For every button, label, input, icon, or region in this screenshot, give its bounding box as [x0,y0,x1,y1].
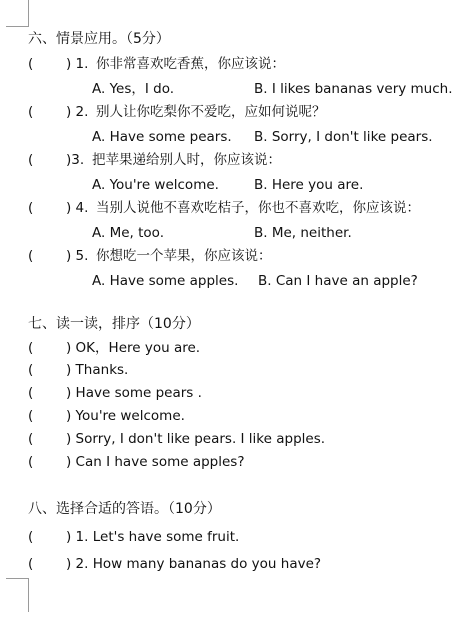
answer-blank-open[interactable]: ( [28,248,34,264]
question-number: ) 5. [66,248,89,264]
question-text: 当别人说他不喜欢吃桔子，你也不喜欢吃，你应该说： [96,200,420,216]
reply-prompt: ) 1. Let's have some fruit. [66,529,240,545]
question-text: 你非常喜欢吃香蕉，你应该说： [96,56,285,72]
crop-mark-bottom-horizontal [6,578,29,579]
option-a: A. Have some apples. [92,273,239,289]
ordering-text: ) OK，Here you are. [66,340,201,356]
answer-blank-open[interactable]: ( [28,200,34,216]
option-b: B. Me, neither. [254,225,352,241]
question-number: )3. [66,152,85,168]
option-b: B. I likes bananas very much. [254,81,453,97]
question-text: 你想吃一个苹果，你应该说： [96,248,272,264]
answer-blank-open[interactable]: ( [28,56,34,72]
question-text: 把苹果递给别人时，你应该说： [92,152,281,168]
option-a: A. Me, too. [92,225,164,241]
option-a: A. You're welcome. [92,177,219,193]
ordering-text: ) Can I have some apples? [66,454,245,470]
ordering-text: ) You're welcome. [66,408,185,424]
crop-mark-bottom-vertical [28,578,29,612]
option-b: B. Here you are. [254,177,364,193]
answer-blank-open[interactable]: ( [28,529,34,545]
answer-blank-open[interactable]: ( [28,104,34,120]
answer-blank-open[interactable]: ( [28,362,34,378]
option-b: B. Sorry, I don't like pears. [254,129,433,145]
question-text: 别人让你吃梨你不爱吃，应如何说呢？ [96,104,326,120]
answer-blank-open[interactable]: ( [28,340,34,356]
option-a: A. Have some pears. [92,129,232,145]
option-b: B. Can I have an apple? [258,273,418,289]
crop-mark-top-vertical [28,0,29,26]
answer-blank-open[interactable]: ( [28,556,34,572]
question-number: ) 2. [66,104,89,120]
ordering-text: ) Have some pears . [66,385,202,401]
option-a: A. Yes，I do. [92,81,175,97]
answer-blank-open[interactable]: ( [28,431,34,447]
ordering-text: ) Sorry, I don't like pears. I like apples. [66,431,326,447]
answer-blank-open[interactable]: ( [28,408,34,424]
answer-blank-open[interactable]: ( [28,152,34,168]
section-title-text: 七、读一读，排序（10分） [28,316,200,332]
section-title-text: 六、情景应用。（5分） [28,31,170,47]
answer-blank-open[interactable]: ( [28,385,34,401]
crop-mark-top-horizontal [6,26,29,27]
question-number: ) 4. [66,200,89,216]
ordering-text: ) Thanks. [66,362,129,378]
reply-prompt: ) 2. How many bananas do you have? [66,556,322,572]
question-number: ) 1. [66,56,89,72]
section-title-text: 八、选择合适的答语。（10分） [28,501,221,517]
answer-blank-open[interactable]: ( [28,454,34,470]
